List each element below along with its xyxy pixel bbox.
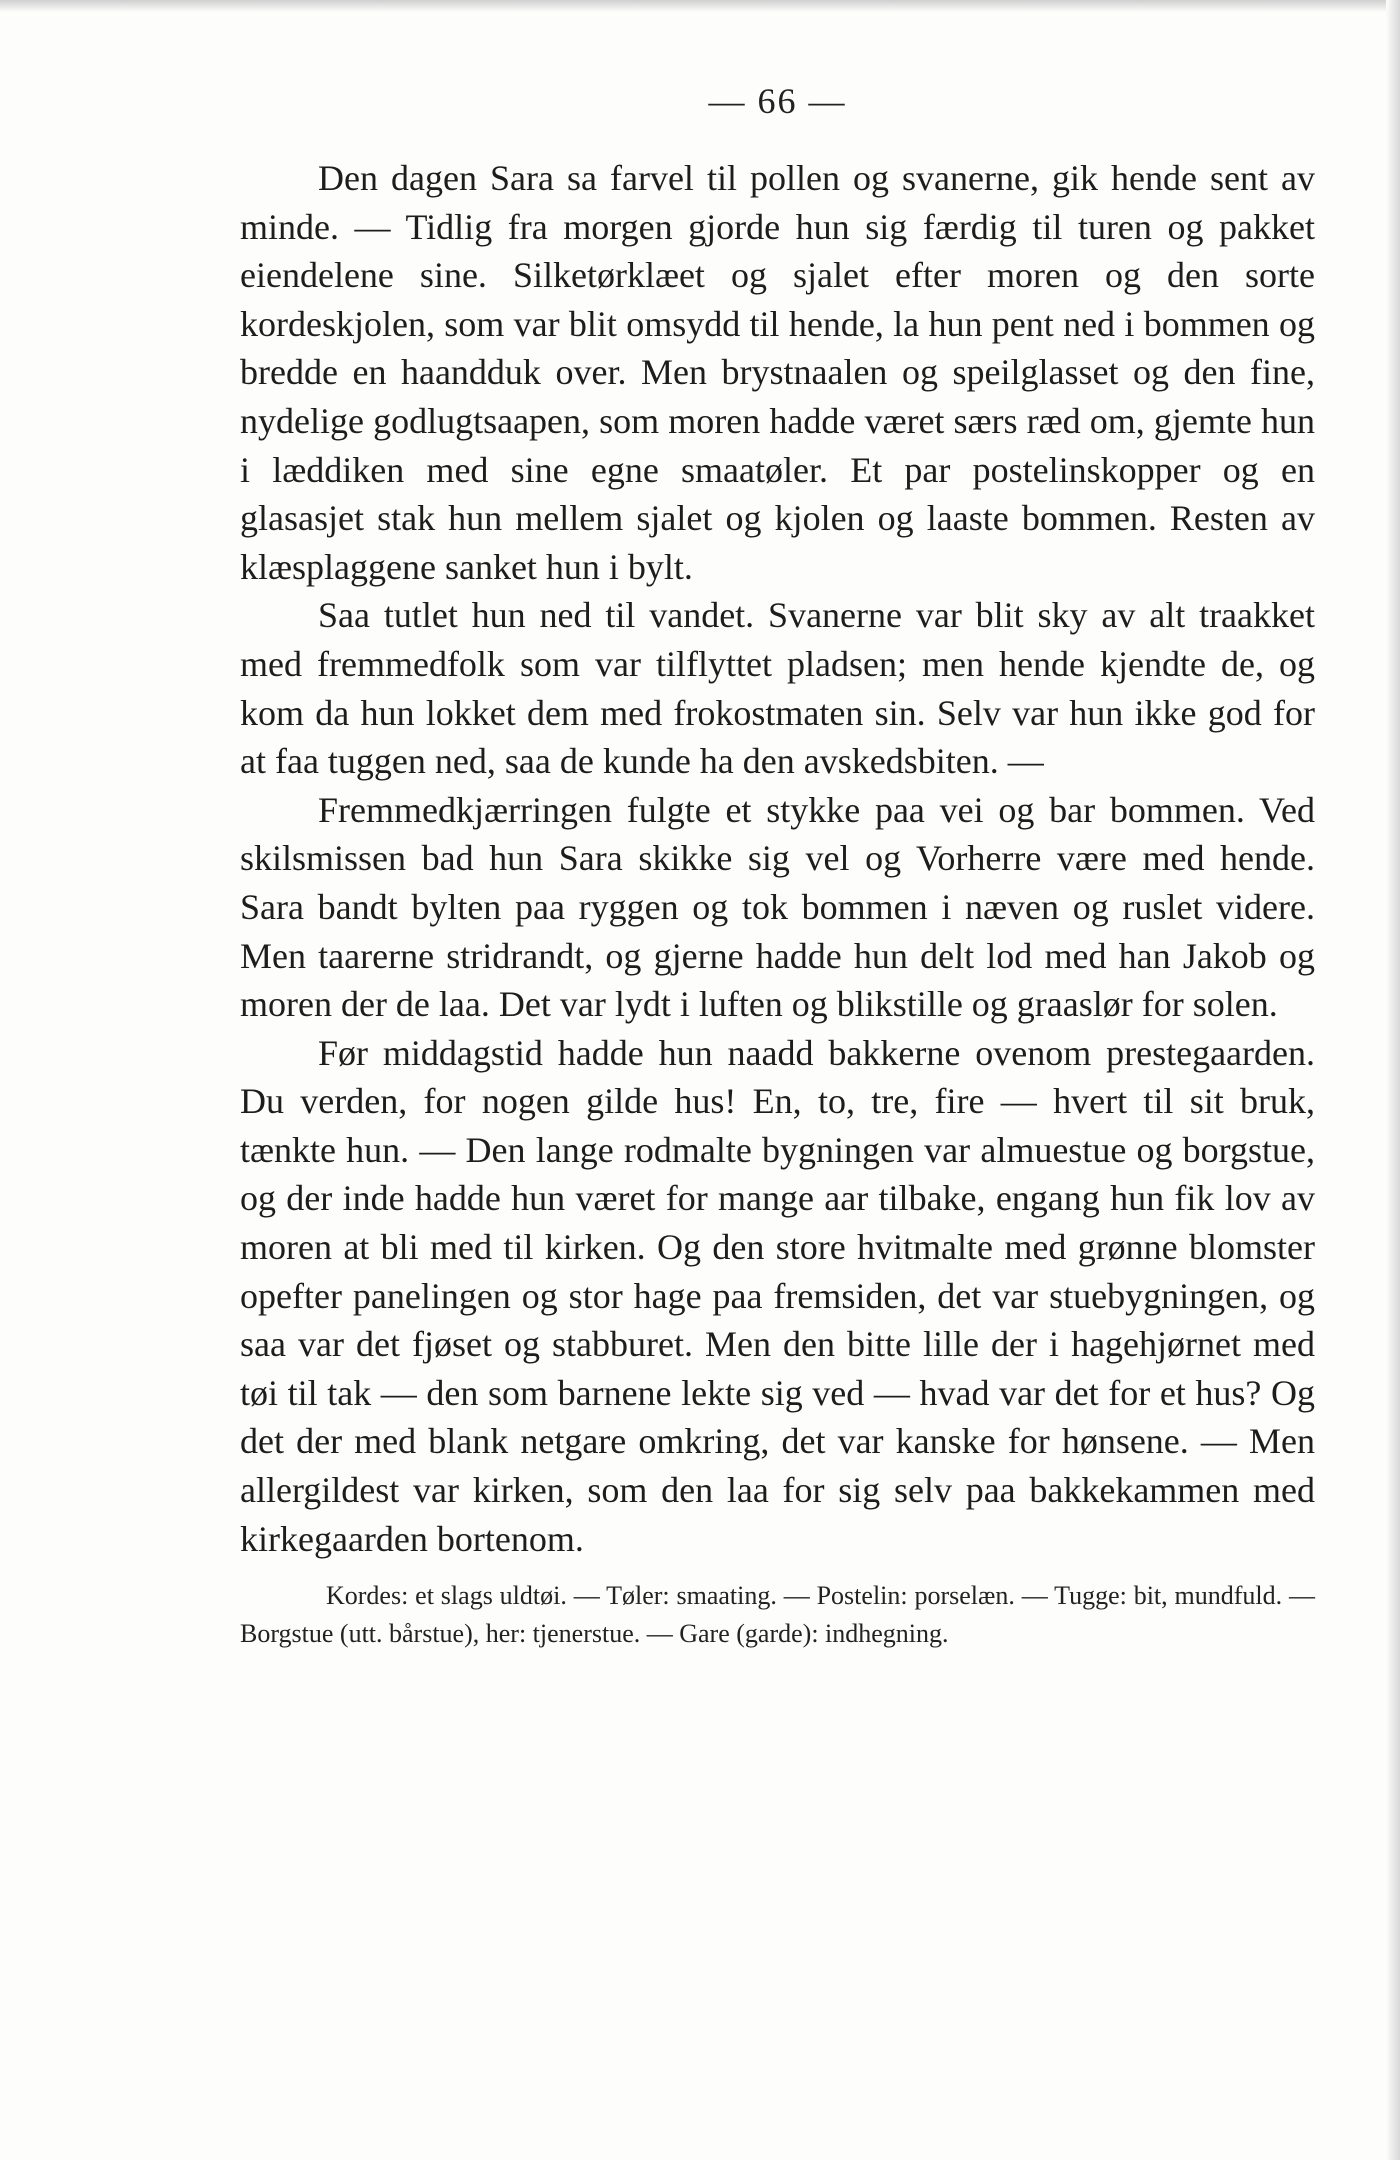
- book-page: [240, 70, 1315, 1679]
- paragraph-2: Saa tutlet hun ned til vandet. Svanerne var blit sky av alt traakket med fremmedfolk som var tilflyttet pladsen; men hende kjendte de, og kom da hun lokket dem med frokostmaten sin. Selv var hun ikke god for at faa tuggen ned, saa de kunde ha den avskedsbiten. —: [240, 595, 1315, 782]
- scan-edge-top: [0, 0, 1400, 12]
- paragraph-3: Fremmedkjærringen fulgte et stykke paa vei og bar bommen. Ved skilsmissen bad hun Sara skikke sig vel og Vorherre være med hende. Sara bandt bylten paa ryggen og tok bommen i næven og ruslet videre. Men taarerne stridrandt, og gjerne hadde hun delt lod med han Jakob og moren der de laa. Det var lydt i luften og blikstille og graaslør for solen.: [240, 789, 1315, 1025]
- page-number: — 66 —: [708, 81, 847, 121]
- scan-edge-right: [1386, 0, 1400, 2160]
- paragraph-1: Den dagen Sara sa farvel til pollen og svanerne, gik hende sent av minde. — Tidlig fra morgen gjorde hun sig færdig til turen og pakket eiendelene sine. Silketørklæet og sjalet efter moren og den sorte kordeskjolen, som var blit omsydd til hende, la hun pent ned i bommen og bredde en haandduk over. Men brystnaalen og speilglasset og den fine, nydelige godlugtsaapen, som moren hadde været særs ræd om, gjemte hun i læddiken med sine egne smaatøler. Et par postelinskopper og en glasasjet stak hun mellem sjalet og kjolen og laaste bommen. Resten av klæsplaggene sanket hun i bylt.: [240, 158, 1315, 587]
- footnotes: Kordes: et slags uldtøi. — Tøler: smaating. — Postelin: porselæn. — Tugge: bit, mundfuld. — Borgstue (utt. bårstue), her: tjenerstue. — Gare (garde): indhegning.: [240, 1581, 1315, 1649]
- paragraph-4: Før middagstid hadde hun naadd bakkerne ovenom prestegaarden. Du verden, for nogen gilde hus! En, to, tre, fire — hvert til sit bruk, tænkte hun. — Den lange rodmalte bygningen var almuestue og borgstue, og der inde hadde hun været for mange aar tilbake, engang hun fik lov av moren at bli med til kirken. Og den store hvitmalte med grønne blomster opefter panelingen og stor hage paa fremsiden, det var stuebygningen, og saa var det fjøset og stabburet. Men den bitte lille der i hagehjørnet med tøi til tak — den som barnene lekte sig ved — hvad var det for et hus? Og det der med blank netgare omkring, det var kanske for hønsene. — Men allergildest var kirken, som den laa for sig selv paa bakkekammen med kirkegaarden bortenom.: [240, 1032, 1315, 1559]
